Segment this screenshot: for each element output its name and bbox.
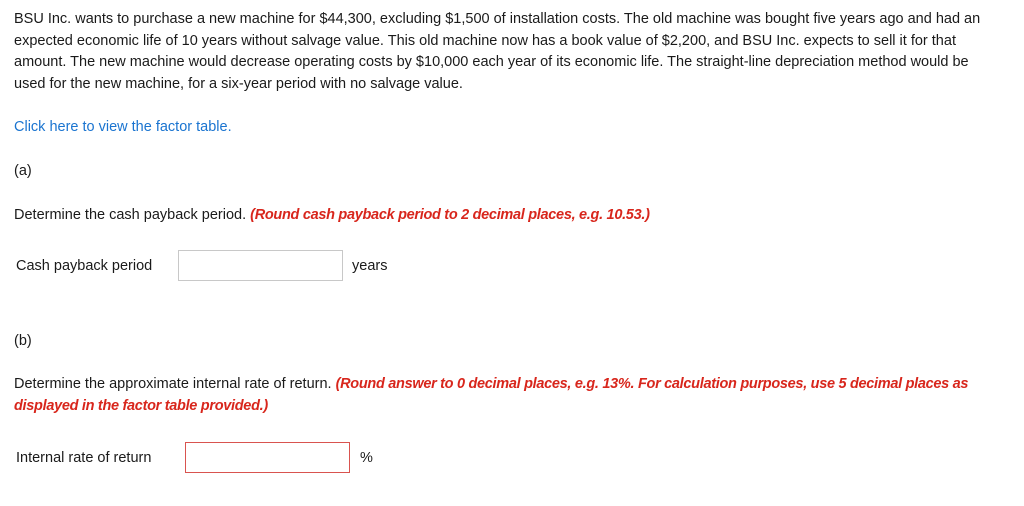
part-a-instruction: Determine the cash payback period. xyxy=(14,207,247,223)
cash-payback-label: Cash payback period xyxy=(16,258,153,274)
irr-unit: % xyxy=(360,450,373,466)
part-a-label: (a) xyxy=(14,163,32,179)
part-b-instruction: Determine the approximate internal rate of return. xyxy=(14,376,332,392)
cash-payback-unit: years xyxy=(352,258,388,274)
problem-statement: BSU Inc. wants to purchase a new machine for $44,300, excluding $1,500 of installation costs. The old machine was bought five years ago and had an expected economic life of 10 years without salvage value. This old machine now has a book value of $2,200, and BSU Inc. expects to sell it for that amount. The new machine would decrease operating costs by $10,000 each year of its economic life. The straight-line depreciation method would be used for the new machine, for a six-year period with no salvage value. xyxy=(14,11,981,92)
part-a-rounding-note: (Round cash payback period to 2 decimal places, e.g. 10.53.) xyxy=(250,207,650,223)
irr-label: Internal rate of return xyxy=(16,450,152,466)
part-b-instruction-block xyxy=(14,374,1004,417)
cash-payback-input[interactable] xyxy=(178,250,343,281)
irr-input[interactable] xyxy=(185,442,350,473)
factor-table-link[interactable]: Click here to view the factor table. xyxy=(14,119,232,135)
part-b-rounding-note: (Round answer to 0 decimal places, e.g. 13%. For calculation purposes, use 5 decimal places as displayed in the factor table provided.) xyxy=(14,376,969,414)
part-a-instruction-block xyxy=(14,205,1004,227)
part-b-label: (b) xyxy=(14,333,32,349)
